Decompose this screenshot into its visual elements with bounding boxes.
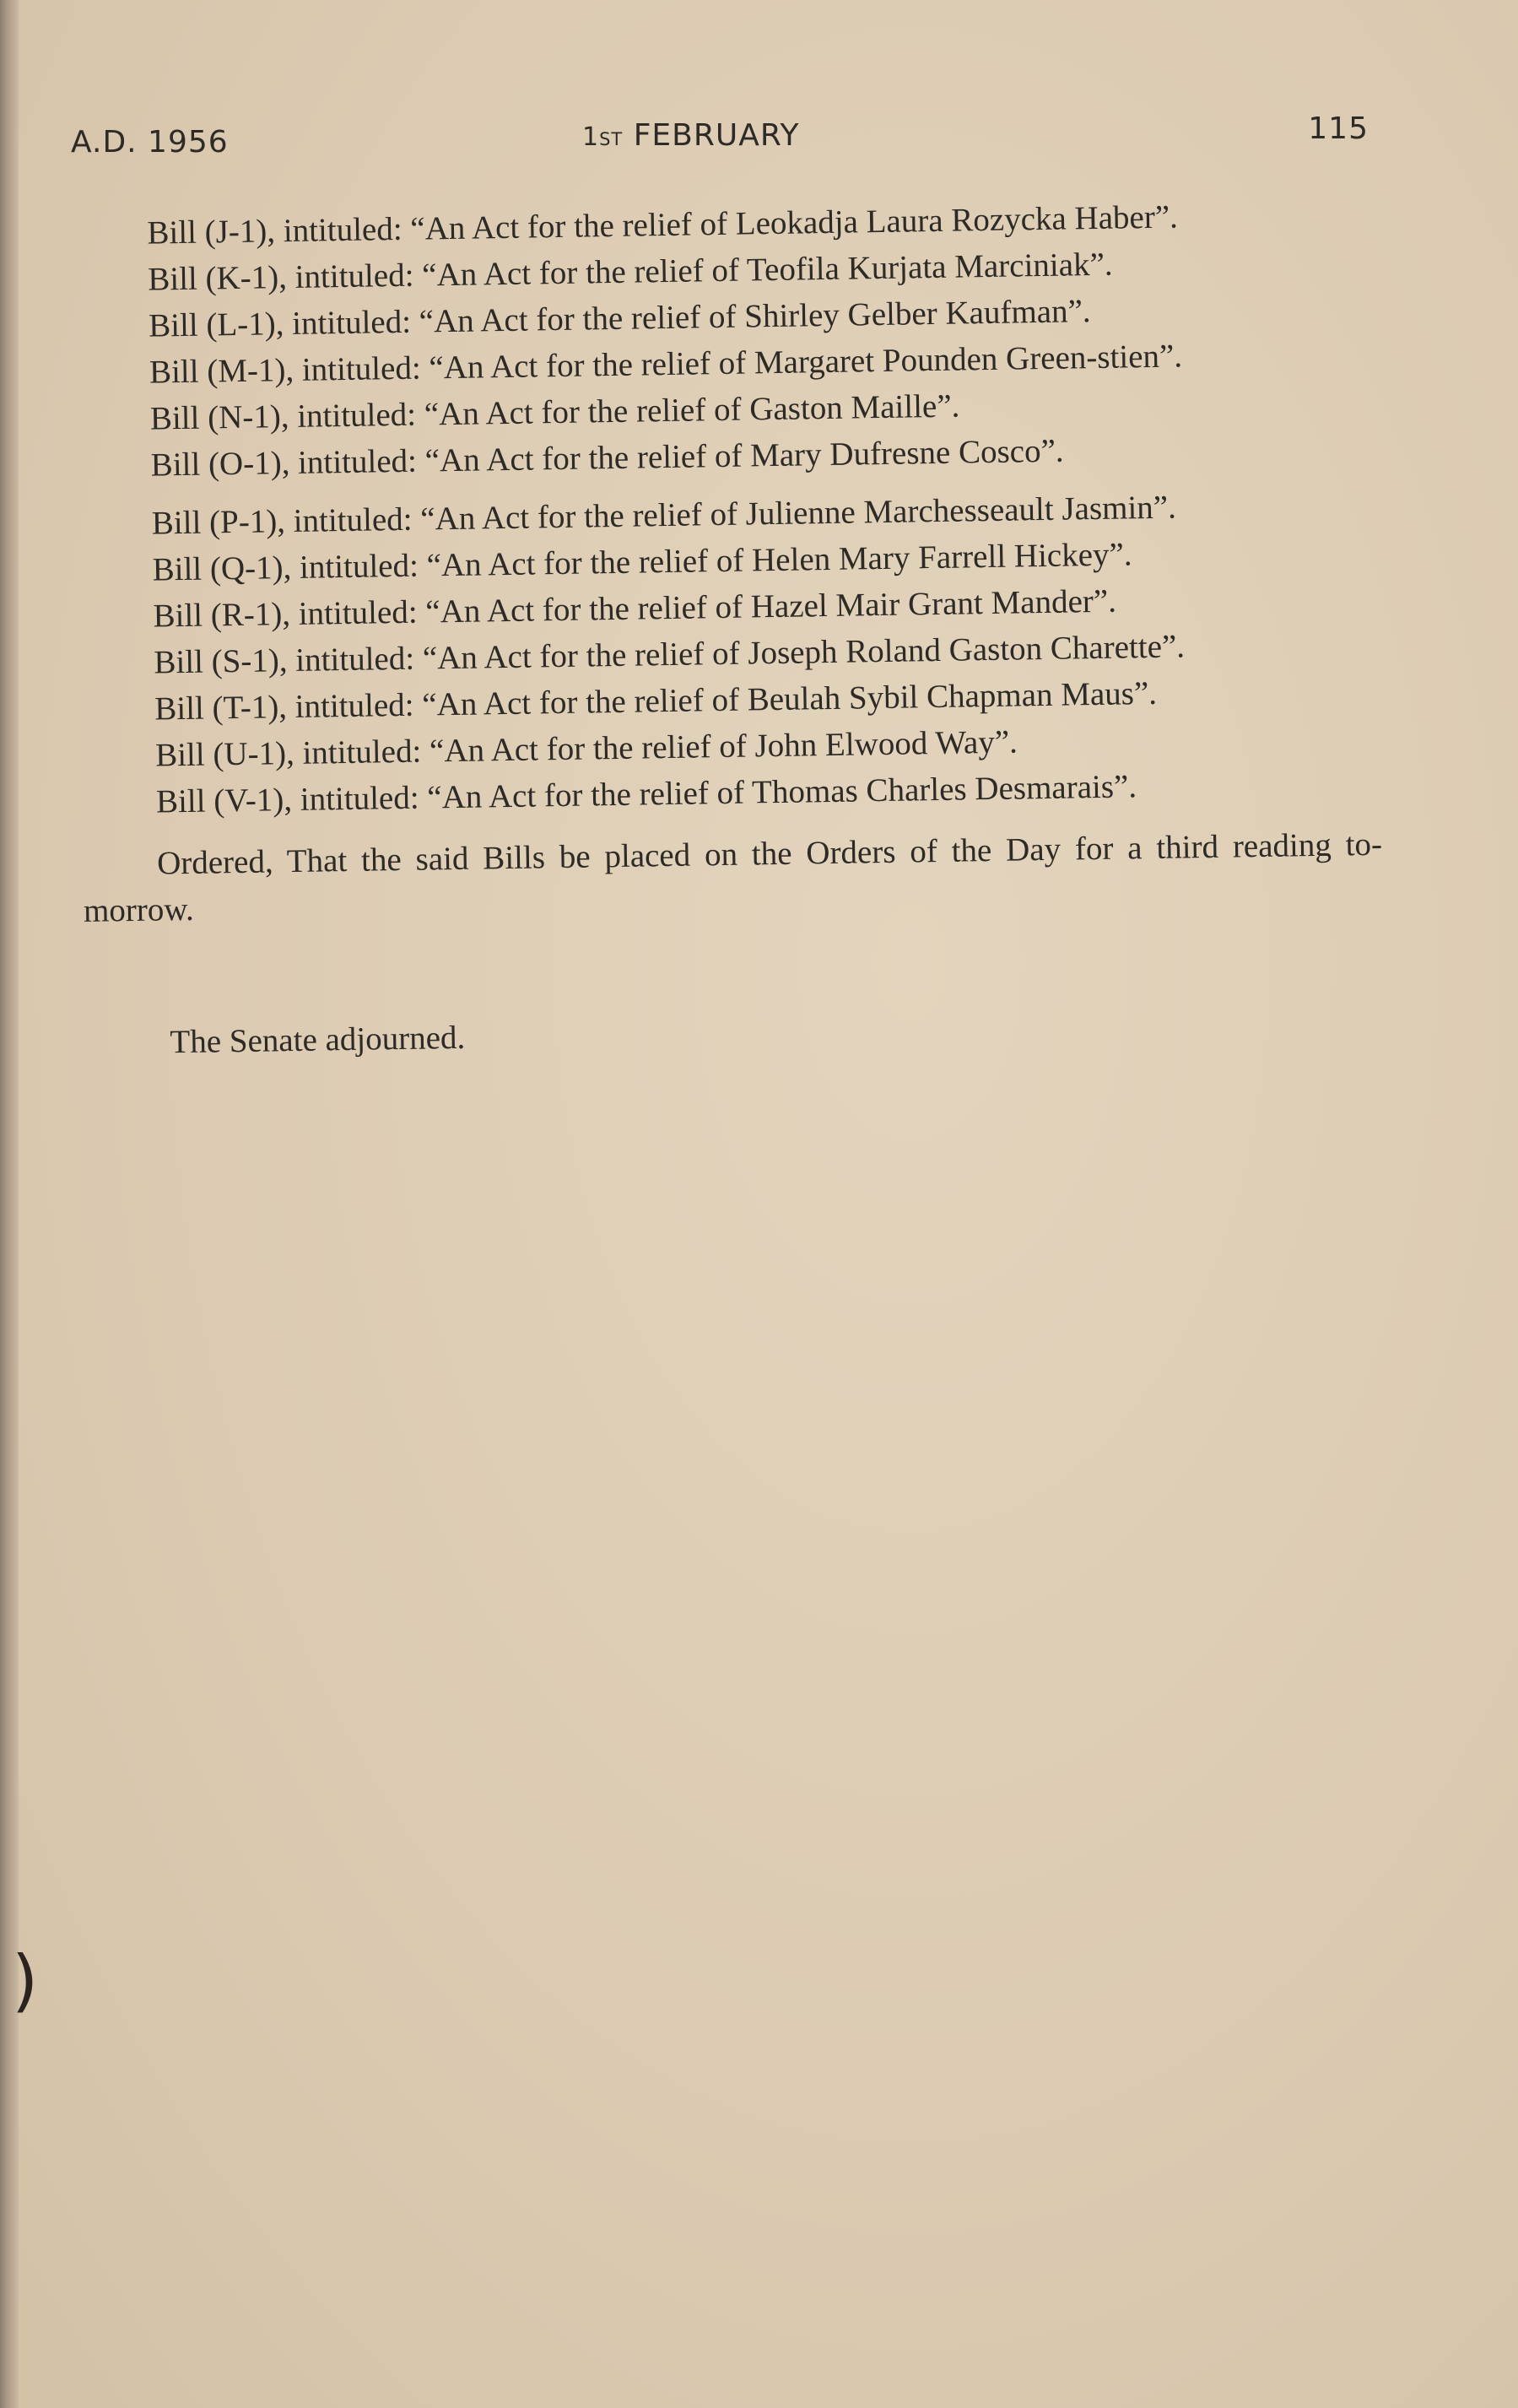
bill-entry-v1: Bill (V-1), intituled: “An Act for the relief of Thomas Charles Desmarais”. [155,768,1137,820]
bill-entry-q1: Bill (Q-1), intituled: “An Act for the relief of Helen Mary Farrell Hickey”. [152,536,1132,588]
bill-entry-j1: Bill (J-1), intituled: “An Act for the relief of Leokadja Laura Rozycka Haber”. [147,198,1179,252]
bill-entry-n1: Bill (N-1), intituled: “An Act for the relief of Gaston Maille”. [149,387,960,437]
bill-entry-o1: Bill (O-1), intituled: “An Act for the relief of Mary Dufresne Cosco”. [150,432,1064,484]
bill-entry-p1: Bill (P-1), intituled: “An Act for the relief of Julienne Marchesseault Jasmin”. [151,489,1177,542]
bill-entry-k1: Bill (K-1), intituled: “An Act for the relief of Teofila Kurjata Marciniak”. [147,246,1113,298]
header-date-month: FEBRUARY [633,118,800,153]
bill-entry-l1: Bill (L-1), intituled: “An Act for the relief of Shirley Gelber Kaufman”. [148,293,1091,344]
page-binding-edge [0,0,19,2408]
bill-entry-t1: Bill (T-1), intituled: “An Act for the relief of Beulah Sybil Chapman Maus”. [154,674,1158,728]
ordered-paragraph: Ordered, That the said Bills be placed on the Orders of the Day for a third reading to-morrow. [83,825,1383,929]
bill-entry-r1: Bill (R-1), intituled: “An Act for the relief of Hazel Mair Grant Mander”. [153,582,1117,635]
header-date [582,118,800,153]
bill-entry-s1: Bill (S-1), intituled: “An Act for the relief of Joseph Roland Gaston Charette”. [154,628,1186,681]
adjourned-line: The Senate adjourned. [170,1019,466,1061]
bill-entry-m1: Bill (M-1), intituled: “An Act for the relief of Margaret Pounden Green-stien”. [149,338,1183,391]
header-date-prefix: 1st [582,122,624,152]
page-header [71,111,1369,169]
header-year: A.D. 1956 [71,125,229,160]
minutes-body [73,191,1386,1067]
bill-entry-u1: Bill (U-1), intituled: “An Act for the relief of John Elwood Way”. [154,723,1018,774]
binding-mark: ) [12,1941,39,2020]
page-number: 115 [1308,111,1369,146]
